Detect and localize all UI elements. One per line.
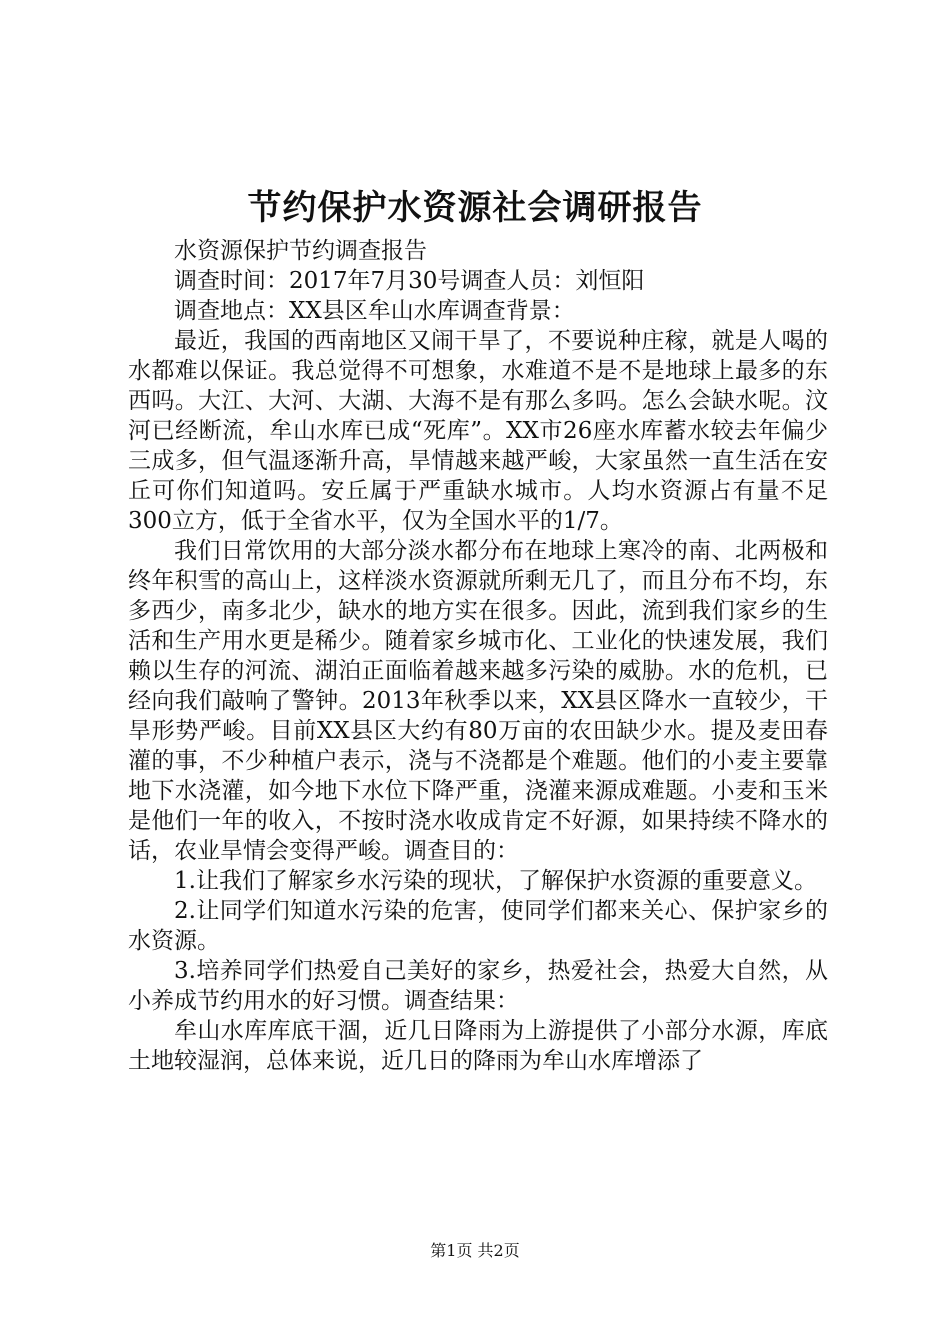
paragraph-goal-3: 3.培养同学们热爱自己美好的家乡，热爱社会，热爱大自然，从小养成节约用水的好习惯。调查结果： (128, 958, 828, 1014)
paragraph-water-situation: 我们日常饮用的大部分淡水都分布在地球上寒冷的南、北两极和终年积雪的高山上，这样淡水资源就所剩无几了，而且分布不均，东多西少，南多北少，缺水的地方实在很多。因此，流到我们家乡的生活和生产用水更是稀少。随着家乡城市化、工业化的快速发展，我们赖以生存的河流、湖泊正面临着越来越多污染的威胁。水的危机，已经向我们敲响了警钟。2013年秋季以来，XX县区降水一直较少，干旱形势严峻。目前XX县区大约有80万亩的农田缺少水。提及麦田春灌的事，不少种植户表示，浇与不浇都是个难题。他们的小麦主要靠地下水浇灌，如今地下水位下降严重，浇灌来源成难题。小麦和玉米是他们一年的收入，不按时浇水收成肯定不好源，如果持续不降水的话，农业旱情会变得严峻。调查目的： (128, 538, 828, 864)
paragraph-goal-2: 2.让同学们知道水污染的危害，使同学们都来关心、保护家乡的水资源。 (128, 898, 828, 954)
document-body (128, 236, 828, 1076)
paragraph-survey-location: 调查地点：XX县区牟山水库调查背景： (174, 298, 575, 324)
paragraph-subtitle: 水资源保护节约调查报告 (174, 238, 427, 264)
paragraph-result: 牟山水库库底干涸，近几日降雨为上游提供了小部分水源，库底土地较湿润，总体来说，近几日的降雨为牟山水库增添了 (128, 1018, 828, 1074)
document-title: 节约保护水资源社会调研报告 (247, 188, 703, 228)
paragraph-survey-time: 调查时间：2017年7月30号调查人员：刘恒阳 (174, 268, 645, 294)
paragraph-background: 最近，我国的西南地区又闹干旱了，不要说种庄稼，就是人喝的水都难以保证。我总觉得不可想象，水难道不是不是地球上最多的东西吗。大江、大河、大湖、大海不是有那么多吗。怎么会缺水呢。汶河已经断流，牟山水库已成“死库”。XX市26座水库蓄水较去年偏少三成多，但气温逐渐升高，旱情越来越严峻，大家虽然一直生活在安丘可你们知道吗。安丘属于严重缺水城市。人均水资源占有量不足300立方，低于全省水平，仅为全国水平的1/7。 (128, 328, 828, 534)
page-footer: 第1页 共2页 (430, 1241, 520, 1260)
paragraph-goal-1: 1.让我们了解家乡水污染的现状，了解保护水资源的重要意义。 (174, 868, 817, 894)
